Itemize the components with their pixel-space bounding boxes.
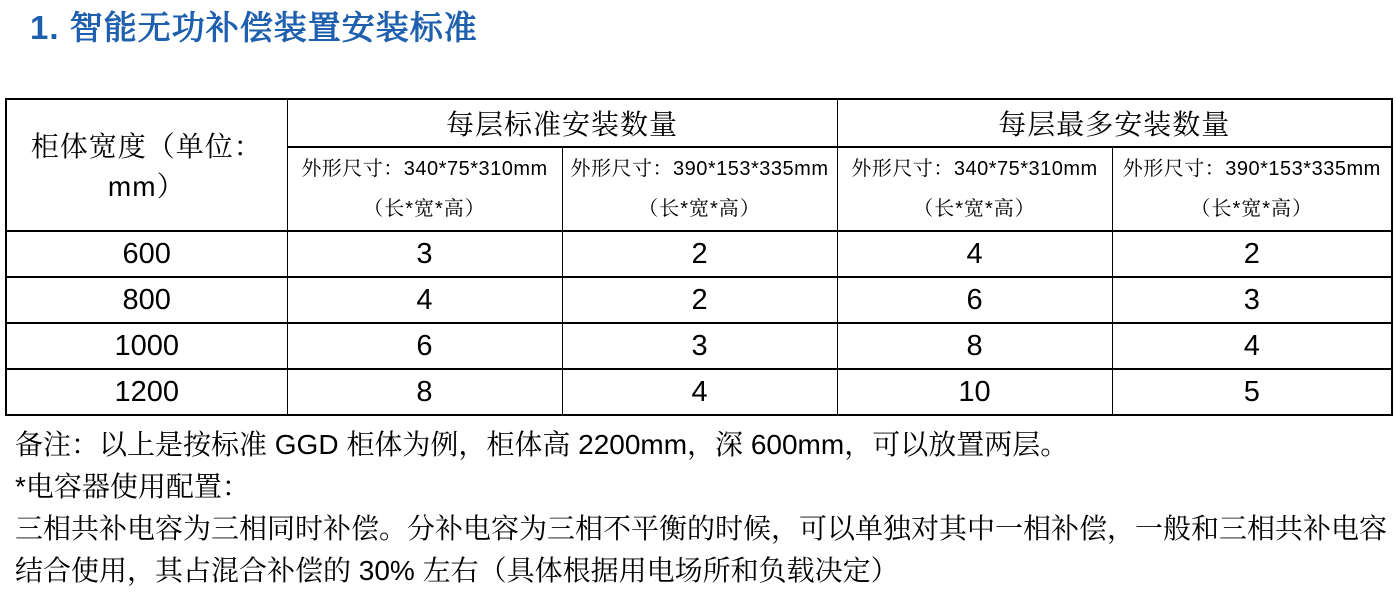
group-header-row <box>6 99 1392 147</box>
table-cell: 4 <box>287 277 562 323</box>
sub-header-dimensions: 外形尺寸：340*75*310mm <box>301 158 548 180</box>
table-cell: 4 <box>562 369 837 415</box>
sub-header-lwh: （长*宽*高） <box>913 198 1036 220</box>
sub-header-dimensions: 外形尺寸：390*153*335mm <box>570 158 829 180</box>
table-cell: 6 <box>287 323 562 369</box>
sub-header-dimensions: 外形尺寸：390*153*335mm <box>1122 158 1381 180</box>
row-header-width: 1200 <box>6 369 287 415</box>
table-cell: 3 <box>1112 277 1392 323</box>
row-header-width: 1000 <box>6 323 287 369</box>
table-row <box>6 231 1392 277</box>
sub-header-lwh: （长*宽*高） <box>1190 198 1314 220</box>
document-page <box>0 6 1396 594</box>
table-cell: 4 <box>837 231 1112 277</box>
notes-section <box>15 424 1387 592</box>
table-cell: 8 <box>287 369 562 415</box>
row-header-width: 800 <box>6 277 287 323</box>
group-header-standard-quantity: 每层标准安装数量 <box>287 99 837 147</box>
table-cell: 6 <box>837 277 1112 323</box>
page-title: 1. 智能无功补偿装置安装标准 <box>30 9 478 46</box>
group-header-max-quantity: 每层最多安装数量 <box>837 99 1392 147</box>
sub-header-size-1 <box>287 147 562 231</box>
table-cell: 2 <box>1112 231 1392 277</box>
sub-header-dimensions: 外形尺寸：340*75*310mm <box>851 158 1098 180</box>
table-cell: 2 <box>562 231 837 277</box>
capacitor-config-paragraph: 三相共补电容为三相同时补偿。分补电容为三相不平衡的时候，可以单独对其中一相补偿，一般和三相共补电容结合使用，其占混合补偿的 30% 左右（具体根据用电场所和负载决定） <box>15 513 1388 586</box>
sub-header-lwh: （长*宽*高） <box>638 198 761 220</box>
table-cell: 2 <box>562 277 837 323</box>
table-cell: 10 <box>837 369 1112 415</box>
table-row <box>6 323 1392 369</box>
capacitor-config-label: *电容器使用配置： <box>15 471 250 502</box>
table-cell: 8 <box>837 323 1112 369</box>
table-cell: 3 <box>287 231 562 277</box>
column-header-cabinet-width: 柜体宽度（单位：mm） <box>6 99 287 231</box>
table-cell: 5 <box>1112 369 1392 415</box>
sub-header-size-3 <box>837 147 1112 231</box>
remark-line: 备注：以上是按标准 GGD 柜体为例，柜体高 2200mm，深 600mm，可以放置两层。 <box>15 429 1069 460</box>
table-cell: 4 <box>1112 323 1392 369</box>
table-row <box>6 277 1392 323</box>
installation-standard-table <box>5 98 1393 416</box>
row-header-width: 600 <box>6 231 287 277</box>
table-row <box>6 369 1392 415</box>
sub-header-lwh: （长*宽*高） <box>363 198 486 220</box>
table-cell: 3 <box>562 323 837 369</box>
sub-header-size-4 <box>1112 147 1392 231</box>
sub-header-size-2 <box>562 147 837 231</box>
